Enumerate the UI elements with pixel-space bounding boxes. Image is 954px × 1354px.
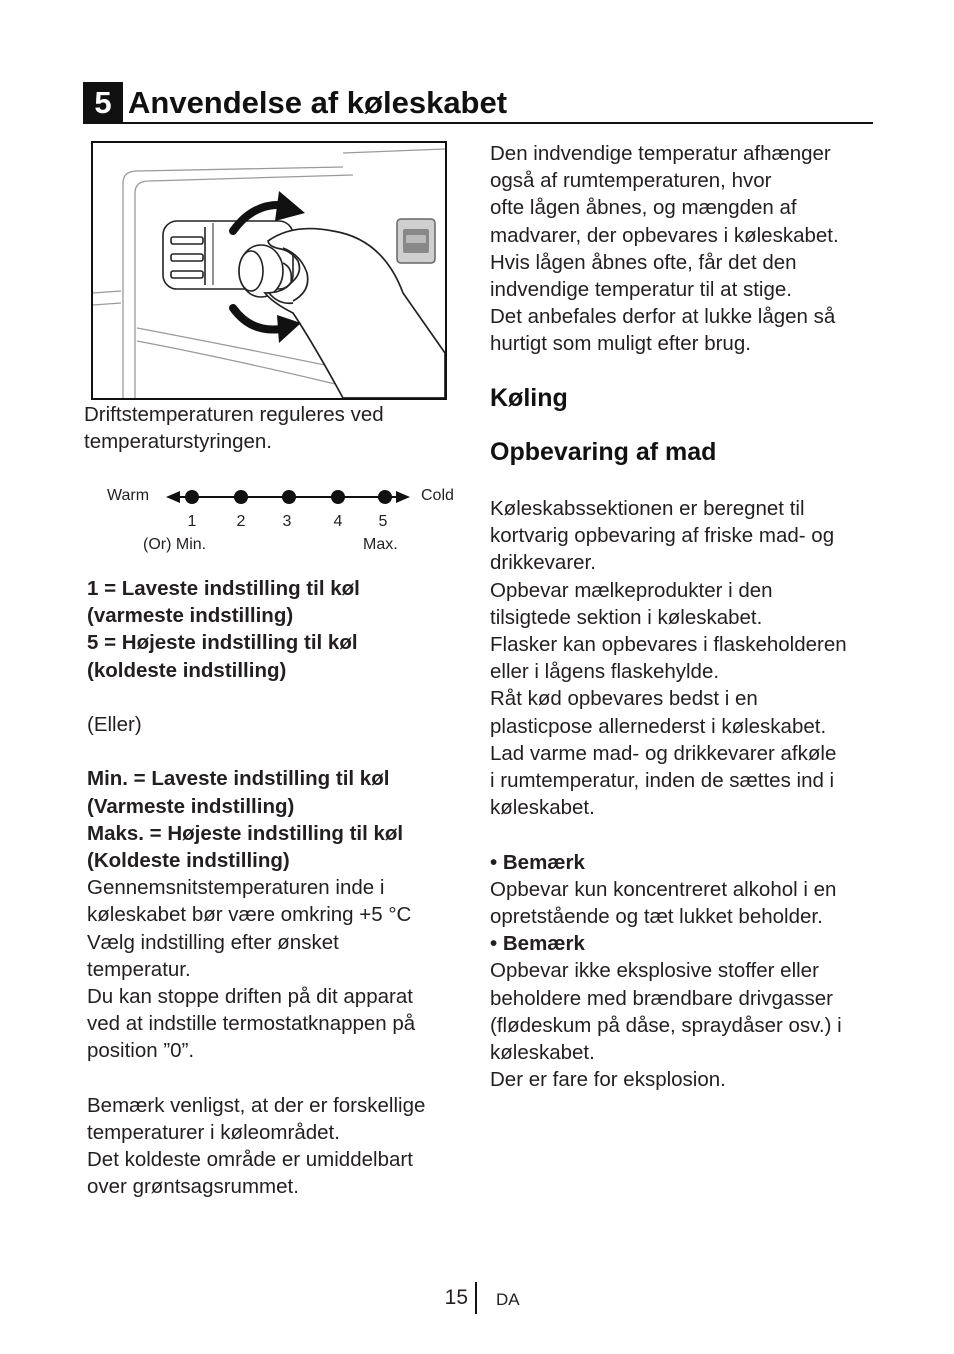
text-line: (flødeskum på dåse, spraydåser osv.) i (490, 1013, 842, 1037)
text-line: Opbevar mælkeprodukter i den (490, 578, 773, 602)
or-text: (Eller) (87, 713, 142, 736)
text-line: temperatur. (87, 957, 191, 981)
text-line: opretstående og tæt lukket beholder. (490, 905, 823, 929)
text-line: Gennemsnitstemperaturen inde i (87, 876, 385, 900)
text-line: drikkevarer. (490, 551, 596, 575)
text-line: køleskabet. (490, 796, 595, 820)
left-arrow-icon (166, 491, 180, 503)
text-line: tilsigtede sektion i køleskabet. (490, 605, 763, 629)
scale-point-2 (234, 490, 248, 504)
thermostat-illustration (91, 141, 447, 400)
setting-line: (koldeste indstilling) (87, 658, 287, 682)
text-line: Vælg indstilling efter ønsket (87, 930, 339, 954)
page-number: 15 (444, 1286, 468, 1309)
intro-paragraph (490, 140, 880, 358)
text-line: Opbevar ikke eksplosive stoffer eller (490, 959, 819, 983)
setting-line: Min. = Laveste indstilling til køl (87, 767, 390, 791)
scale-number: 5 (378, 513, 388, 530)
note-title: • Bemærk (490, 932, 585, 956)
text-line: ved at indstille termostatknappen på (87, 1012, 416, 1036)
scale-point-1 (185, 490, 199, 504)
page-title: Anvendelse af køleskabet (128, 85, 508, 120)
text-line: Flasker kan opbevares i flaskeholderen (490, 633, 847, 657)
temperature-scale (160, 485, 416, 509)
heading-koling: Køling (490, 384, 568, 412)
header-rule (83, 122, 873, 124)
text-line: kortvarig opbevaring af friske mad- og (490, 524, 835, 548)
setting-line: (varmeste indstilling) (87, 604, 294, 628)
text-line: position ”0”. (87, 1039, 195, 1063)
scale-point-3 (282, 490, 296, 504)
caption-line: Driftstemperaturen reguleres ved (84, 403, 384, 426)
caption-line: temperaturstyringen. (84, 430, 273, 454)
section-number: 5 (83, 82, 123, 124)
footer-divider (475, 1282, 477, 1314)
min-label: (Or) Min. (143, 536, 207, 553)
text-line: eller i lågens flaskehylde. (490, 660, 720, 684)
text-line: Det anbefales derfor at lukke lågen så (490, 305, 836, 329)
note-title: • Bemærk (490, 850, 585, 874)
text-line: plasticpose allernederst i køleskabet. (490, 714, 827, 738)
scale-number: 4 (333, 513, 343, 530)
setting-line: (Koldeste indstilling) (87, 849, 290, 872)
language-code: DA (496, 1290, 520, 1309)
right-arrow-icon (396, 491, 410, 503)
text-line: Råt kød opbevares bedst i en (490, 687, 758, 711)
scale-point-5 (378, 490, 392, 504)
heading-opbevaring: Opbevaring af mad (490, 438, 717, 466)
setting-line: Maks. = Højeste indstilling til køl (87, 821, 404, 845)
text-line: også af rumtemperaturen, hvor (490, 169, 772, 193)
text-line: indvendige temperatur til at stige. (490, 278, 792, 302)
setting-line: (Varmeste indstilling) (87, 794, 295, 818)
text-line: Bemærk venligst, at der er forskellige (87, 1093, 426, 1117)
text-line: temperaturer i køleområdet. (87, 1121, 340, 1145)
warm-label: Warm (107, 487, 150, 504)
text-line: Det koldeste område er umiddelbart (87, 1148, 413, 1172)
text-line: i rumtemperatur, inden de sættes ind i (490, 769, 835, 793)
text-line: Lad varme mad- og drikkevarer afkøle (490, 741, 837, 765)
thermostat-drawing (93, 143, 445, 398)
text-line: over grøntsagsrummet. (87, 1175, 299, 1199)
text-line: madvarer, der opbevares i køleskabet. (490, 223, 839, 247)
text-line: Den indvendige temperatur afhænger (490, 142, 831, 165)
text-line: køleskabet bør være omkring +5 °C (87, 903, 412, 927)
text-line: Opbevar kun koncentreret alkohol i en (490, 877, 837, 901)
cold-label: Cold (421, 487, 454, 504)
text-line: ofte lågen åbnes, og mængden af (490, 196, 797, 220)
storage-section (490, 495, 880, 1093)
scale-number: 2 (236, 513, 246, 530)
scale-number: 3 (282, 513, 292, 530)
text-line: Du kan stoppe driften på dit apparat (87, 985, 413, 1009)
scale-point-4 (331, 490, 345, 504)
figure-caption (84, 401, 384, 455)
scale-number: 1 (187, 513, 197, 530)
setting-line: 5 = Højeste indstilling til køl (87, 631, 358, 655)
text-line: Der er fare for eksplosion. (490, 1068, 726, 1092)
text-line: Hvis lågen åbnes ofte, får det den (490, 250, 797, 274)
setting-line: 1 = Laveste indstilling til køl (87, 577, 360, 600)
text-line: køleskabet. (490, 1041, 595, 1065)
text-line: beholdere med brændbare drivgasser (490, 986, 834, 1010)
text-line: Køleskabssektionen er beregnet til (490, 497, 805, 520)
max-label: Max. (363, 536, 398, 553)
text-line: hurtigt som muligt efter brug. (490, 332, 751, 356)
left-column (87, 575, 459, 1201)
